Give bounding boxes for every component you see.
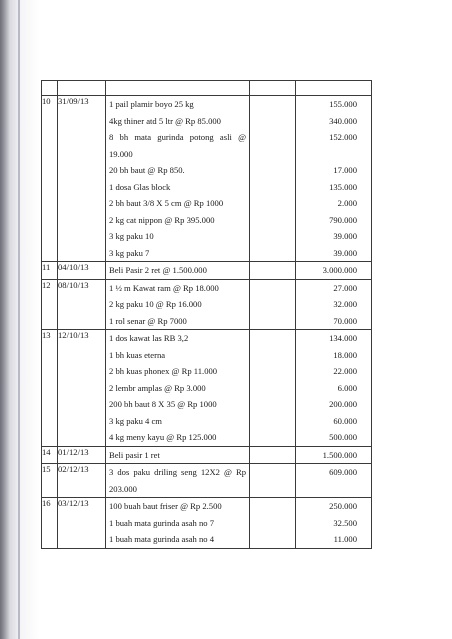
blank-cell (296, 81, 372, 96)
item-amount: 609.000 (329, 467, 357, 477)
item-amount: 39.000 (333, 231, 357, 241)
ledger-entry-row (42, 446, 372, 464)
entry-description-cell (106, 464, 250, 498)
entry-description-cell (106, 279, 250, 330)
item-amount: 11.000 (333, 534, 357, 544)
item-description: 200 bh baut 8 X 35 @ Rp 1000 (109, 399, 217, 409)
entry-date: 04/10/13 (58, 262, 106, 280)
blank-cell (250, 81, 296, 96)
entry-number: 10 (42, 96, 58, 262)
entry-date: 02/12/13 (58, 464, 106, 498)
entry-date: 31/09/13 (58, 96, 106, 262)
item-description: Beli pasir 1 ret (109, 449, 160, 460)
item-description: 2 kg cat nippon @ Rp 395.000 (109, 214, 215, 225)
expense-ledger-table (41, 80, 372, 549)
blank-cell (250, 262, 296, 280)
entry-amount-cell (296, 330, 372, 447)
entry-description-cell (106, 498, 250, 549)
entry-number: 14 (42, 446, 58, 464)
ledger-entry-row (42, 330, 372, 447)
entry-date: 08/10/13 (58, 279, 106, 330)
entry-number: 15 (42, 464, 58, 498)
item-amount: 790.000 (329, 214, 357, 225)
item-description: 2 lembr amplas @ Rp 3.000 (109, 382, 206, 393)
item-description: 203.000 (109, 483, 137, 494)
blank-cell (250, 279, 296, 330)
item-description: 2 kg paku 10 @ Rp 16.000 (109, 299, 202, 309)
item-amount (296, 481, 371, 498)
blank-cell (250, 464, 296, 498)
item-amount: 70.000 (333, 315, 357, 326)
blank-cell (250, 446, 296, 464)
item-amount (296, 146, 371, 163)
entry-amount-cell (296, 464, 372, 498)
entry-date: 12/10/13 (58, 330, 106, 447)
item-description: 20 bh baut @ Rp 850. (109, 165, 185, 175)
entry-amount-cell (296, 446, 372, 464)
item-description: 2 bh baut 3/8 X 5 cm @ Rp 1000 (109, 198, 224, 208)
page-edge-line (18, 0, 20, 639)
item-description: 1 rol senar @ Rp 7000 (109, 315, 187, 326)
item-description: 1 buah mata gurinda asah no 4 (109, 534, 215, 544)
entry-amount-cell (296, 498, 372, 549)
entry-description-cell (106, 330, 250, 447)
item-amount: 27.000 (333, 282, 357, 293)
item-description: 8 bh mata gurinda potong asli @ (109, 132, 246, 142)
item-description: 3 dos paku driling seng 12X2 @ Rp (109, 467, 246, 477)
item-amount: 39.000 (333, 247, 357, 258)
item-description: 4 kg meny kayu @ Rp 125.000 (109, 432, 217, 442)
entry-description-cell (106, 96, 250, 262)
entry-description-cell (106, 262, 250, 280)
item-amount: 18.000 (333, 349, 357, 360)
blank-cell (42, 81, 58, 96)
item-description: 100 buah baut friser @ Rp 2.500 (109, 501, 222, 511)
item-amount: 3.000.000 (322, 265, 357, 275)
entry-amount-cell (296, 279, 372, 330)
item-description: 3 kg paku 4 cm (109, 415, 162, 426)
item-description: 1 buah mata gurinda asah no 7 (109, 517, 215, 528)
item-description: Beli Pasir 2 ret @ 1.500.000 (109, 265, 207, 275)
item-amount: 6.000 (337, 382, 357, 393)
item-description: 1 dosa Glas block (109, 181, 171, 192)
item-amount: 135.000 (329, 181, 357, 192)
item-description: 1 pail plamir boyo 25 kg (109, 99, 194, 109)
item-amount: 2.000 (337, 198, 357, 208)
entry-number: 16 (42, 498, 58, 549)
item-amount: 1.500.000 (322, 449, 357, 460)
item-description: 4kg thiner atd 5 ltr @ Rp 85.000 (109, 115, 221, 126)
entry-number: 11 (42, 262, 58, 280)
item-amount: 22.000 (333, 366, 357, 376)
entry-number: 12 (42, 279, 58, 330)
item-description: 3 kg paku 10 (109, 231, 154, 241)
item-description: 3 kg paku 7 (109, 247, 150, 258)
item-amount: 340.000 (329, 115, 357, 126)
scan-binding-shadow (0, 0, 40, 639)
item-description: 1 ½ m Kawat ram @ Rp 18.000 (109, 282, 219, 293)
entry-date: 01/12/13 (58, 446, 106, 464)
ledger-entry-row (42, 262, 372, 280)
item-amount: 200.000 (329, 399, 357, 409)
ledger-top-blank-row (42, 81, 372, 96)
item-amount: 60.000 (333, 415, 357, 426)
blank-cell (250, 96, 296, 262)
entry-amount-cell (296, 96, 372, 262)
blank-cell (106, 81, 250, 96)
ledger-entry-row (42, 96, 372, 262)
item-amount: 17.000 (333, 165, 357, 175)
blank-cell (250, 330, 296, 447)
item-description: 1 bh kuas eterna (109, 349, 166, 360)
item-amount: 134.000 (329, 333, 357, 343)
item-description: 2 bh kuas phonex @ Rp 11.000 (109, 366, 218, 376)
entry-description-cell (106, 446, 250, 464)
item-amount: 152.000 (329, 132, 357, 142)
item-amount: 155.000 (329, 99, 357, 109)
item-amount: 250.000 (329, 501, 357, 511)
item-description: 1 dos kawat las RB 3,2 (109, 333, 189, 343)
entry-number: 13 (42, 330, 58, 447)
item-amount: 500.000 (329, 432, 357, 442)
ledger-entry-row (42, 498, 372, 549)
entry-amount-cell (296, 262, 372, 280)
blank-cell (58, 81, 106, 96)
ledger-entry-row (42, 464, 372, 498)
ledger-body (42, 81, 372, 549)
item-amount: 32.000 (333, 299, 357, 309)
item-amount: 32.500 (333, 517, 357, 528)
item-description: 19.000 (109, 148, 133, 159)
ledger-entry-row (42, 279, 372, 330)
entry-date: 03/12/13 (58, 498, 106, 549)
blank-cell (250, 498, 296, 549)
